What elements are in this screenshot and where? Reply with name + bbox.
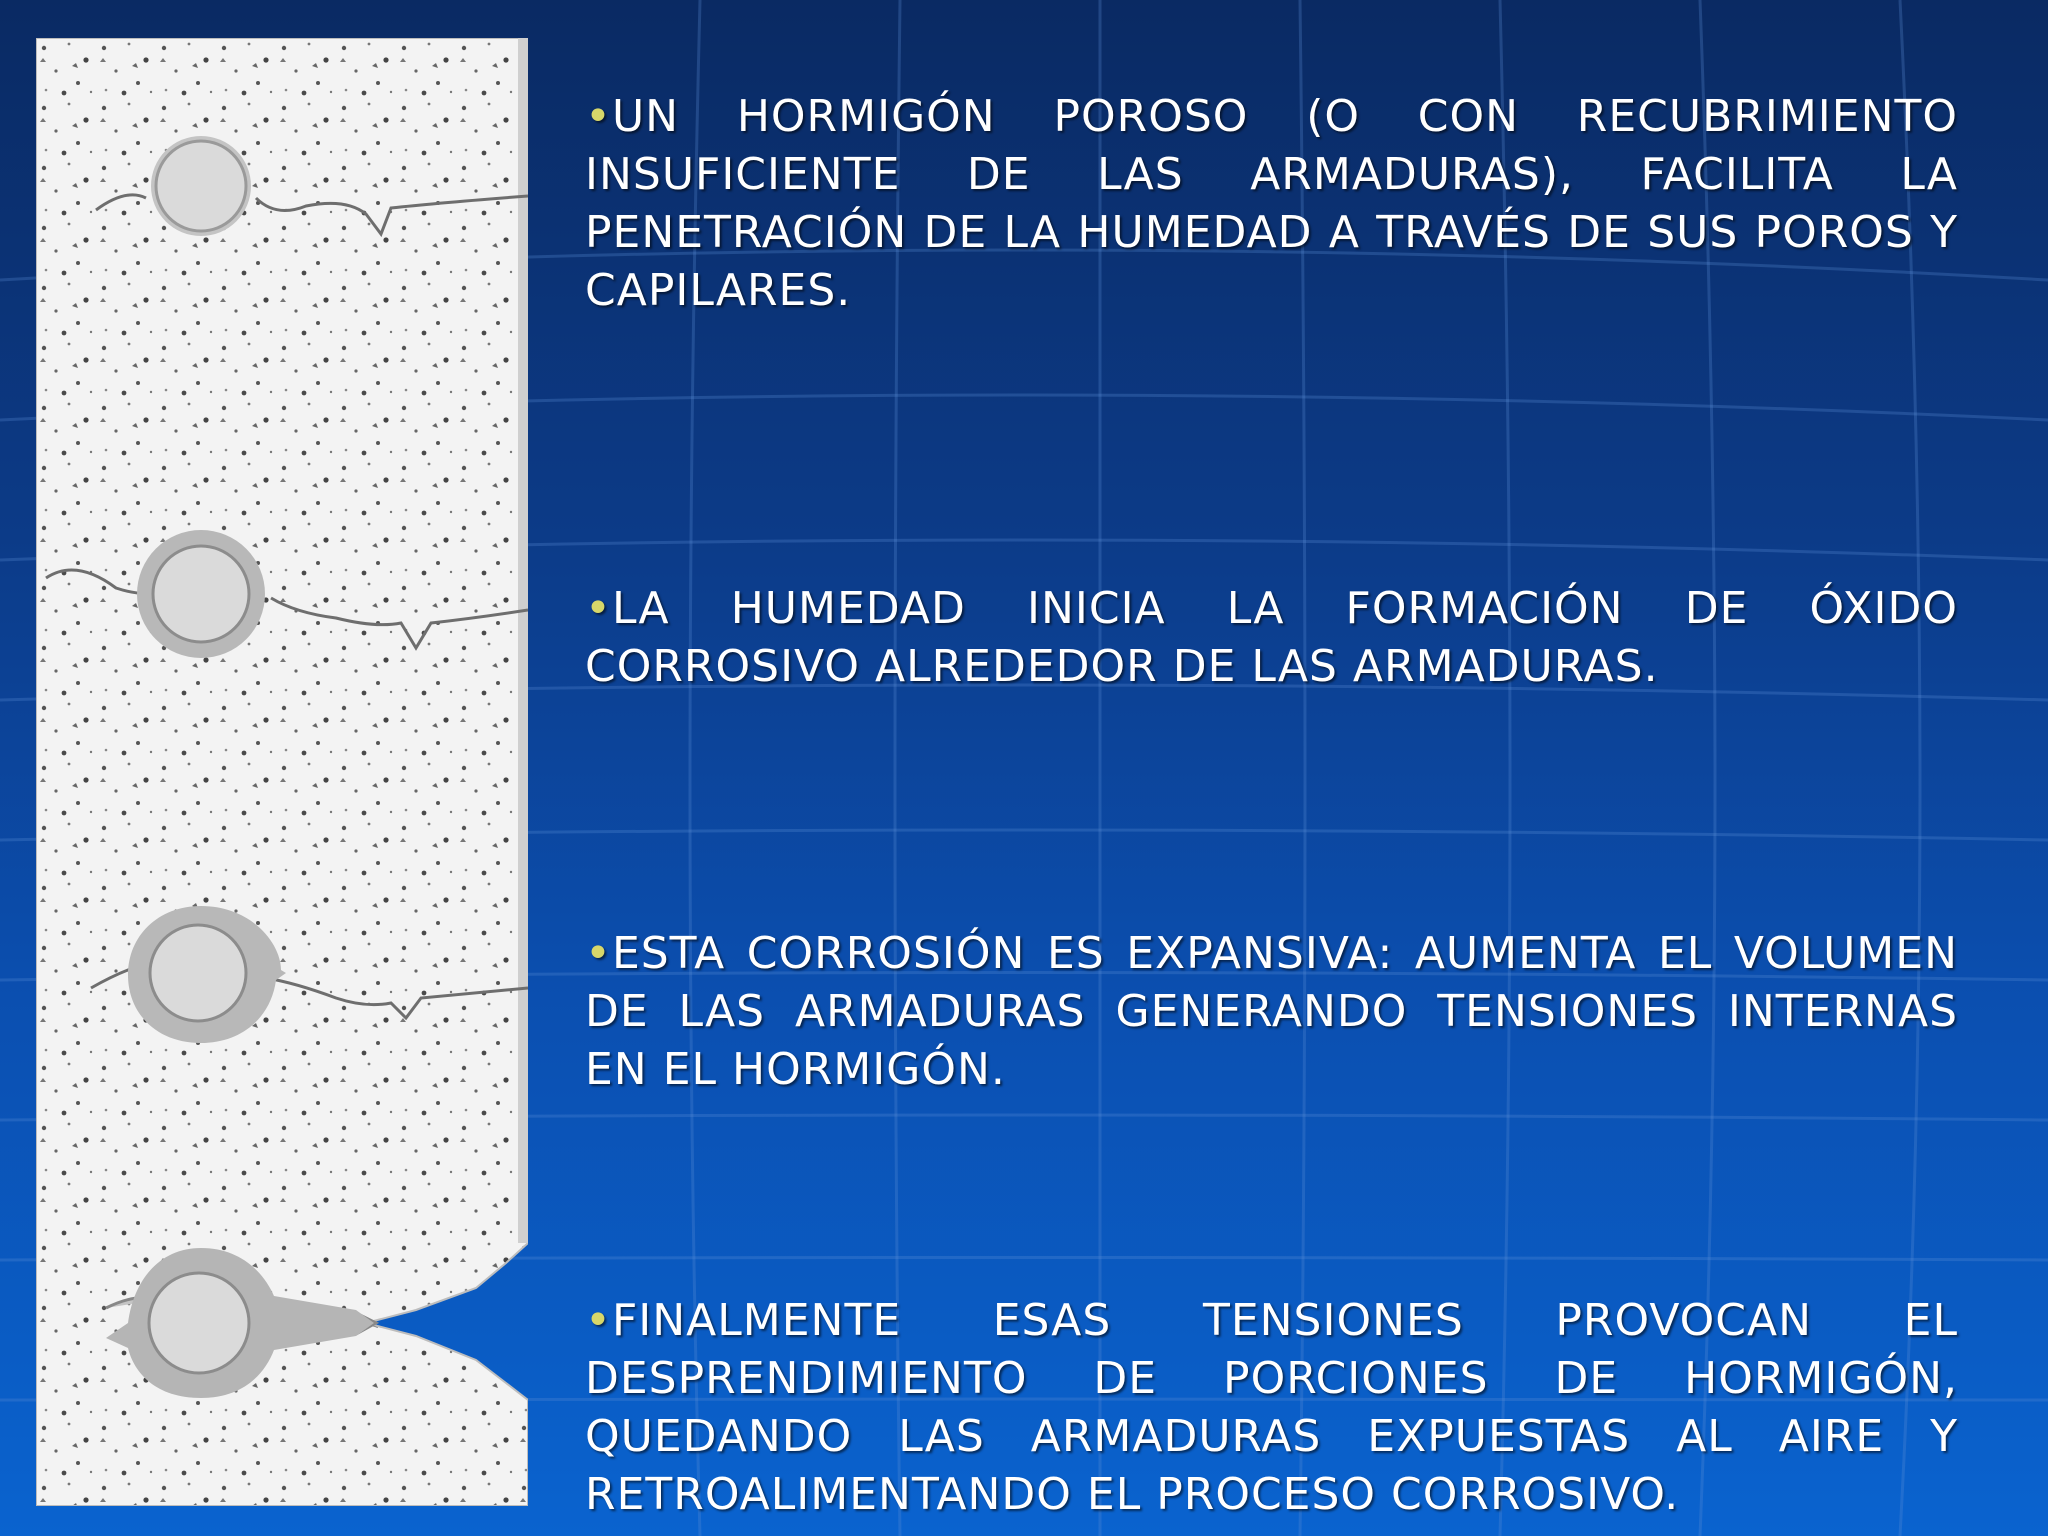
bullet-spalling (585, 1292, 1958, 1524)
concrete-section-svg (36, 38, 528, 1506)
bullet-marker: • (585, 1295, 612, 1346)
bullet-humidity-oxide (585, 580, 1958, 696)
bullet-marker: • (585, 91, 612, 142)
concrete-corrosion-diagram (36, 38, 528, 1506)
rebar-stage-3-bar (150, 925, 246, 1021)
bullet-text: LA HUMEDAD INICIA LA FORMACIÓN DE ÓXIDO CORROSIVO ALREDEDOR DE LAS ARMADURAS. (585, 583, 1958, 692)
bullet-marker: • (585, 583, 612, 634)
bullet-text: UN HORMIGÓN POROSO (O CON RECUBRIMIENTO INSUFICIENTE DE LAS ARMADURAS), FACILITA LA PENETRACIÓN DE LA HUMEDAD A TRAVÉS DE SUS POROS Y CAPILARES. (585, 91, 1958, 316)
rebar-stage-2-bar (153, 546, 249, 642)
rebar-stage-1-bar (156, 141, 246, 231)
concrete-body (36, 38, 528, 1506)
bullet-porous-concrete (585, 88, 1958, 320)
bullet-marker: • (585, 928, 612, 979)
rebar-stage-4-bar (149, 1273, 249, 1373)
bullet-text: FINALMENTE ESAS TENSIONES PROVOCAN EL DESPRENDIMIENTO DE PORCIONES DE HORMIGÓN, QUEDANDO LAS ARMADURAS EXPUESTAS AL AIRE Y RETROALIMENTANDO EL PROCESO CORROSIVO. (585, 1295, 1958, 1520)
bullet-text: ESTA CORROSIÓN ES EXPANSIVA: AUMENTA EL VOLUMEN DE LAS ARMADURAS GENERANDO TENSIONES INTERNAS EN EL HORMIGÓN. (585, 928, 1958, 1095)
bullet-expansive-corrosion (585, 925, 1958, 1099)
